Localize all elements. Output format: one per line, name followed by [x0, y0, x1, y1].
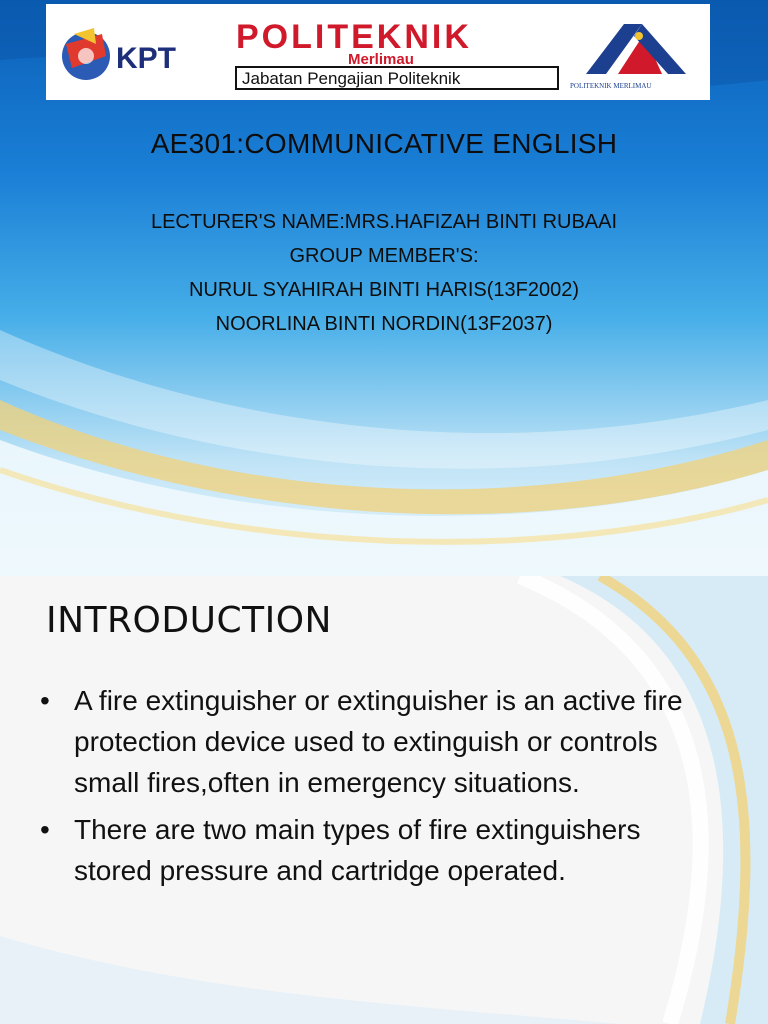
list-item [40, 809, 720, 891]
bullet-text: A fire extinguisher or extinguisher is an active fire protection device used to extinguish or controls small fires,often in emergency situations. [74, 685, 683, 798]
lecturer-line: LECTURER'S NAME:MRS.HAFIZAH BINTI RUBAAI [150, 211, 618, 233]
kpt-logo-icon [62, 28, 110, 80]
bullet-list [40, 680, 720, 897]
bullet-icon: • [40, 814, 50, 845]
list-item [40, 680, 720, 803]
merlimau-text: Merlimau [348, 51, 414, 68]
bullet-text: There are two main types of fire extinguishers stored pressure and cartridge operated. [74, 814, 641, 886]
member-line-2: NOORLINA BINTI NORDIN(13F2037) [215, 313, 553, 335]
member-line-1: NURUL SYAHIRAH BINTI HARIS(13F2002) [188, 279, 580, 301]
jabatan-text: Jabatan Pengajian Politeknik [242, 69, 461, 88]
pm-caption: POLITEKNIK MERLIMAU [570, 82, 652, 90]
group-members-label: GROUP MEMBER'S: [289, 245, 479, 267]
bullet-icon: • [40, 685, 50, 716]
politeknik-merlimau-logo-icon [586, 24, 686, 74]
title-details [0, 205, 768, 341]
politeknik-text: POLITEKNIK [236, 18, 472, 56]
slide-heading: INTRODUCTION [46, 600, 332, 641]
course-title: AE301:COMMUNICATIVE ENGLISH [150, 128, 618, 159]
introduction-slide [0, 576, 768, 1024]
kpt-text: KPT [116, 42, 176, 75]
logo-banner [46, 4, 710, 100]
